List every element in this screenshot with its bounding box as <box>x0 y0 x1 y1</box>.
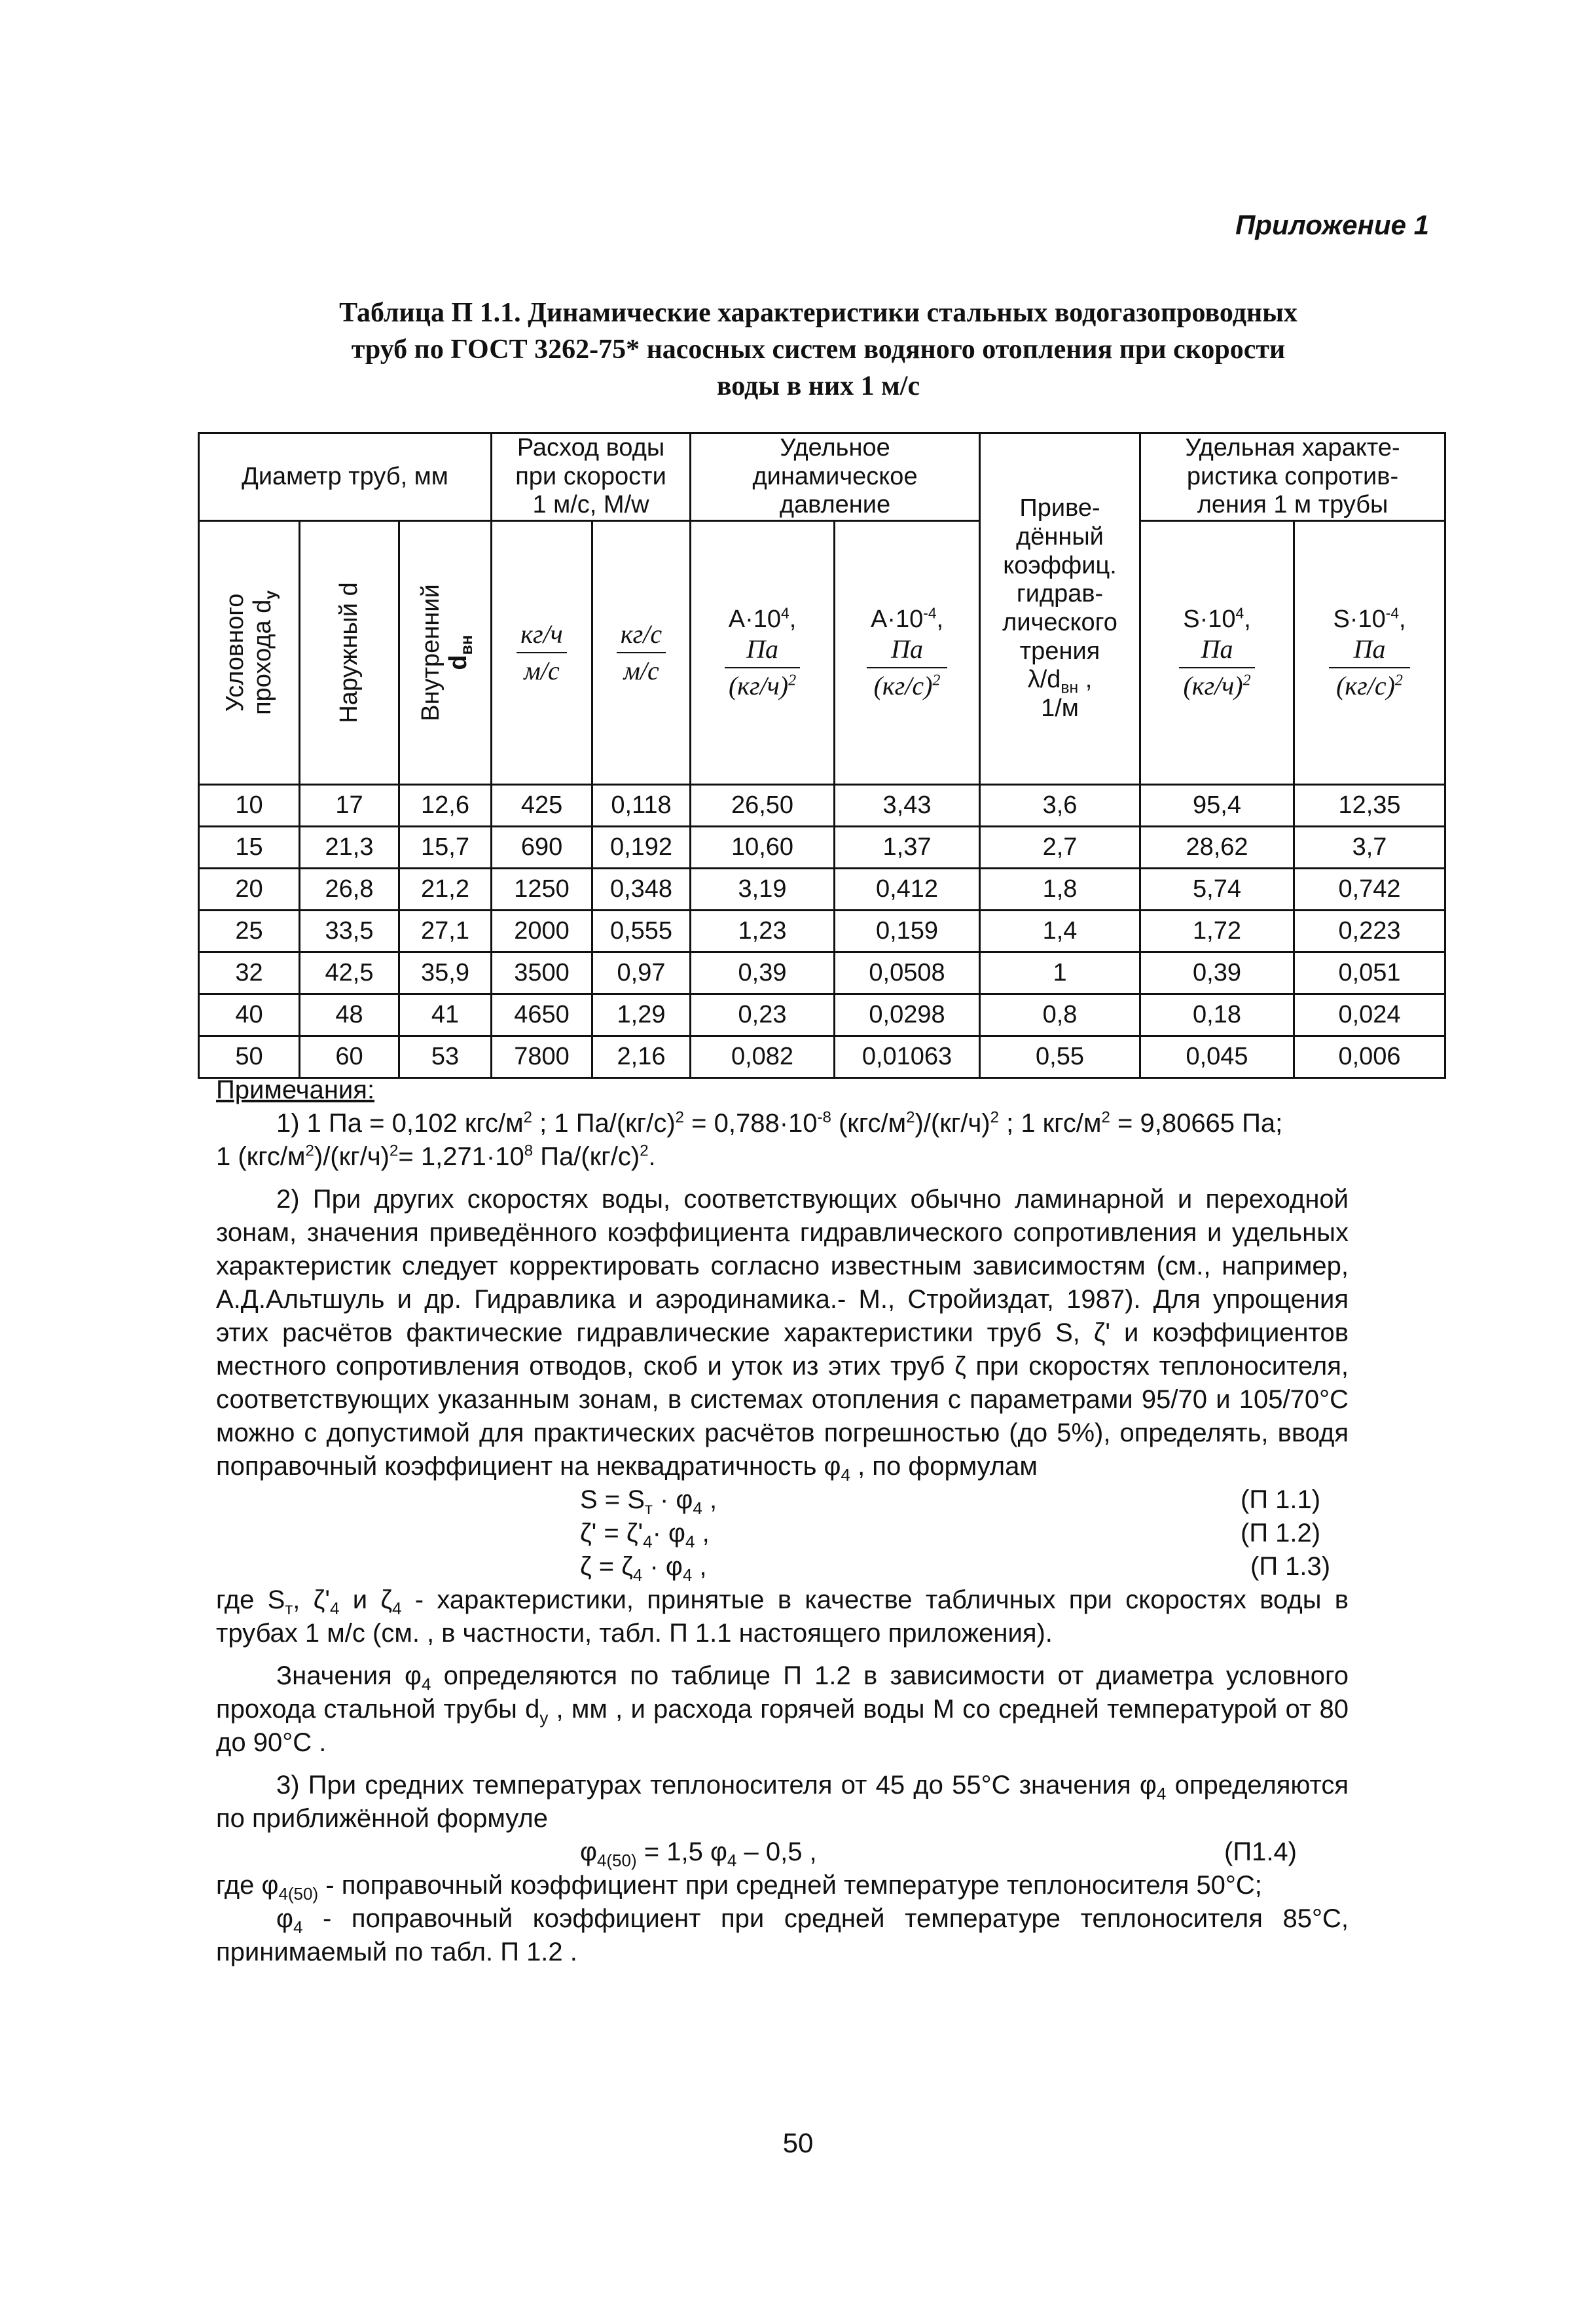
table-cell: 10 <box>199 785 300 827</box>
table-cell: 27,1 <box>399 911 492 952</box>
table-cell: 17 <box>300 785 399 827</box>
table-cell: 10,60 <box>691 827 835 869</box>
title-line: Таблица П 1.1. Динамические характеристики стальных водогазопроводных <box>339 298 1297 328</box>
header-inner-diameter <box>399 521 492 785</box>
table-cell: 33,5 <box>300 911 399 952</box>
table-cell: 41 <box>399 994 492 1036</box>
header-flow-line: Расход воды <box>517 434 665 461</box>
table-cell: 4650 <box>492 994 592 1036</box>
header-coef-line: Приве- <box>1019 494 1100 522</box>
table-cell: 26,50 <box>691 785 835 827</box>
table-cell: 1,37 <box>835 827 980 869</box>
header-flow-line: 1 м/с, M/w <box>532 491 649 519</box>
table-cell: 7800 <box>492 1036 592 1078</box>
table-cell: 1 <box>980 952 1140 994</box>
table-cell: 15 <box>199 827 300 869</box>
note-3: 3) При средних температурах теплоносителя от 45 до 55°С значения $\varphi_4$ определяются по приближённой формуле <box>216 1771 1349 1833</box>
header-conditional-passage <box>199 521 300 785</box>
header-flow-line: при скорости <box>515 462 666 490</box>
table-cell: 3,6 <box>980 785 1140 827</box>
appendix-label: Приложение 1 <box>1235 209 1429 240</box>
table-row <box>199 869 1445 911</box>
formula-p1-1: $S = S_т \cdot \varphi_4$ , (П 1.1) <box>580 1485 1321 1518</box>
table-cell: 1,29 <box>592 994 691 1036</box>
title-line: труб по ГОСТ 3262-75* насосных систем водяного отопления при скорости <box>351 335 1286 365</box>
header-pressure-a-neg: $A\cdot 10^{-4}$, Па $(кг/с)^2$ <box>835 521 980 785</box>
table-cell: 40 <box>199 994 300 1036</box>
table-cell: 3,19 <box>691 869 835 911</box>
table-cell: 690 <box>492 827 592 869</box>
table-cell: 50 <box>199 1036 300 1078</box>
table-cell: 3,43 <box>835 785 980 827</box>
table-cell: 2000 <box>492 911 592 952</box>
header-coef-line: трения <box>1019 637 1100 665</box>
table-cell: 0,742 <box>1294 869 1445 911</box>
table-cell: 32 <box>199 952 300 994</box>
table-cell: 0,223 <box>1294 911 1445 952</box>
note-1-cont: 1 $(кгс/м^2)/(кг/ч)^2= 1,271\cdot 10^8$ $Па/(кг/с)^2$. <box>216 1142 656 1171</box>
table-cell: 3,7 <box>1294 827 1445 869</box>
table-cell: 1,4 <box>980 911 1140 952</box>
header-pressure-line: динамическое <box>752 462 918 490</box>
table-cell: 0,192 <box>592 827 691 869</box>
header-cond-line: Условного <box>221 593 249 712</box>
table-cell: 53 <box>399 1036 492 1078</box>
note-1: 1) 1 Па = 0,102 кгс/$м^2$ ; 1 $Па/(кг/с)^2 = 0,788\cdot 10^{-8}$ $(кгс/м^2)/(кг/ч)^2$ ; 1 кгс/$м^2 = 9,80665$ Па; <box>276 1108 1283 1138</box>
table-cell: 0,082 <box>691 1036 835 1078</box>
notes-section <box>216 1074 1349 1969</box>
header-cond-line: прохода $d_у$ <box>248 590 280 715</box>
table-cell: 48 <box>300 994 399 1036</box>
table-cell: 42,5 <box>300 952 399 994</box>
table-cell: 12,6 <box>399 785 492 827</box>
table-cell: 0,39 <box>691 952 835 994</box>
table-cell: 1250 <box>492 869 592 911</box>
table-cell: 35,9 <box>399 952 492 994</box>
header-coef-line: дённый <box>1016 522 1104 551</box>
table-row <box>199 952 1445 994</box>
table-cell: 0,051 <box>1294 952 1445 994</box>
header-flow <box>492 433 691 521</box>
note-where: где $S_т$, $\zeta'_4$ и $\zeta_4$ - характеристики, принятые в качестве табличных при скоростях воды в трубах 1 м/с (см. , в частности, табл. П 1.1 настоящего приложения). <box>216 1585 1349 1648</box>
header-diameter: Диаметр труб, мм <box>199 433 492 521</box>
table-cell: 15,7 <box>399 827 492 869</box>
table-cell: 0,118 <box>592 785 691 827</box>
table-cell: 12,35 <box>1294 785 1445 827</box>
table-cell: 0,23 <box>691 994 835 1036</box>
table-cell: 0,348 <box>592 869 691 911</box>
table-cell: 26,8 <box>300 869 399 911</box>
table-cell: 0,39 <box>1140 952 1294 994</box>
table-cell: 25 <box>199 911 300 952</box>
table-cell: 0,97 <box>592 952 691 994</box>
page-number: 50 <box>782 2127 814 2158</box>
table-cell: 1,23 <box>691 911 835 952</box>
header-pressure-line: давление <box>779 491 891 519</box>
table-cell: 0,01063 <box>835 1036 980 1078</box>
formula-p1-2: $\zeta' = \zeta'_4\cdot \varphi_4$ , (П 1.2) <box>580 1519 1321 1551</box>
table-cell: 3500 <box>492 952 592 994</box>
table-cell: 0,555 <box>592 911 691 952</box>
header-coef-line: $\lambda/d_{вн}$ , <box>1027 666 1093 697</box>
table-cell: 21,3 <box>300 827 399 869</box>
note-values: Значения $\varphi_4$ определяются по таблице П 1.2 в зависимости от диаметра условного прохода стальной трубы $d_у$ , мм , и расхода горячей воды М со средней температурой от 80 до 90°С . <box>216 1661 1349 1757</box>
table-cell: 60 <box>300 1036 399 1078</box>
header-spec-line: ления 1 м трубы <box>1197 491 1388 519</box>
header-specific-resistance <box>1140 433 1445 521</box>
table-cell: 425 <box>492 785 592 827</box>
table-cell: 0,8 <box>980 994 1140 1036</box>
table-cell: 5,74 <box>1140 869 1294 911</box>
formula-p1-3: $\zeta = \zeta_4 \cdot \varphi_4$ , (П 1.3) <box>580 1552 1331 1585</box>
table-row <box>199 785 1445 827</box>
table-cell: 1,72 <box>1140 911 1294 952</box>
note-phi-50: где $\varphi_{4(50)}$ - поправочный коэффициент при средней температуре теплоносителя 50°С; <box>216 1871 1262 1904</box>
note-phi-85: $\varphi_4$ - поправочный коэффициент при средней температуре теплоносителя 85°С, принимаемый по табл. П 1.2 . <box>216 1904 1349 1966</box>
table-cell: 0,006 <box>1294 1036 1445 1078</box>
header-coef-line: 1/м <box>1041 695 1079 723</box>
table-row <box>199 1036 1445 1078</box>
header-coef-line: гидрав- <box>1016 580 1104 608</box>
table-cell: 2,16 <box>592 1036 691 1078</box>
table-cell: 0,412 <box>835 869 980 911</box>
table-cell: 0,0298 <box>835 994 980 1036</box>
table-cell: 20 <box>199 869 300 911</box>
header-pressure-line: Удельное <box>780 434 890 461</box>
header-outer-diameter: Наружный d <box>300 521 399 785</box>
table-row <box>199 994 1445 1036</box>
table-cell: 95,4 <box>1140 785 1294 827</box>
note-2: 2) При других скоростях воды, соответствующих обычно ламинарной и переходной зонам, значения приведённого коэффициента гидравлического сопротивления и удельных характеристик следует корректировать согласно известным зависимостям (см., например, А.Д.Альтшуль и др. Гидравлика и аэродинамика.- М., Стройиздат, 1987). Для упрощения этих расчётов фактические гидравлические характеристики труб S, ζ' и коэффициентов местного сопротивления отводов, скоб и уток из этих труб ζ при скоростях теплоносителя, соответствующих указанным зонам, в системах отопления с параметрами 95/70 и 105/70°С можно с допустимой для практических расчётов погрешностью (до 5%), определять, вводя поправочный коэффициент на неквадратичность $\varphi_4$ , по формулам <box>216 1185 1349 1485</box>
header-flow-kgs: $\frac{кг/с}{м/с}$ <box>592 521 691 785</box>
header-spec-line: Удельная характе- <box>1185 434 1400 461</box>
table-cell: 1,8 <box>980 869 1140 911</box>
notes-heading: Примечания: <box>216 1076 375 1104</box>
table-row <box>199 827 1445 869</box>
header-friction-coefficient <box>980 433 1140 785</box>
table-cell: 21,2 <box>399 869 492 911</box>
table-cell: 0,045 <box>1140 1036 1294 1078</box>
header-spec-s-pos: $S\cdot 10^4$, Па $(кг/ч)^2$ <box>1140 521 1294 785</box>
title-line: воды в них 1 м/с <box>716 371 920 401</box>
table-title <box>223 295 1414 405</box>
header-coef-line: коэффиц. <box>1003 551 1117 579</box>
table-cell: 0,159 <box>835 911 980 952</box>
table-cell: 0,55 <box>980 1036 1140 1078</box>
header-inner-symbol: $d_{вн}$ <box>444 635 476 670</box>
table-cell: 0,0508 <box>835 952 980 994</box>
header-spec-line: ристика сопротив- <box>1186 462 1399 490</box>
characteristics-table <box>198 432 1446 1079</box>
header-spec-s-neg: $S\cdot 10^{-4}$, Па $(кг/с)^2$ <box>1294 521 1445 785</box>
table-cell: 0,024 <box>1294 994 1445 1036</box>
header-inner-line: Внутренний <box>417 584 445 721</box>
table-cell: 28,62 <box>1140 827 1294 869</box>
table-cell: 2,7 <box>980 827 1140 869</box>
table-row <box>199 911 1445 952</box>
header-coef-line: лического <box>1002 609 1117 637</box>
header-pressure <box>691 433 980 521</box>
formula-p1-4: $\varphi_{4(50)} = 1,5$ $\varphi_4 - 0,5$ , (П1.4) <box>580 1837 1297 1870</box>
table-cell: 0,18 <box>1140 994 1294 1036</box>
header-pressure-a-pos: $A\cdot 10^4$, Па $(кг/ч)^2$ <box>691 521 835 785</box>
header-flow-kgh: $\frac{кг/ч}{м/с}$ <box>492 521 592 785</box>
